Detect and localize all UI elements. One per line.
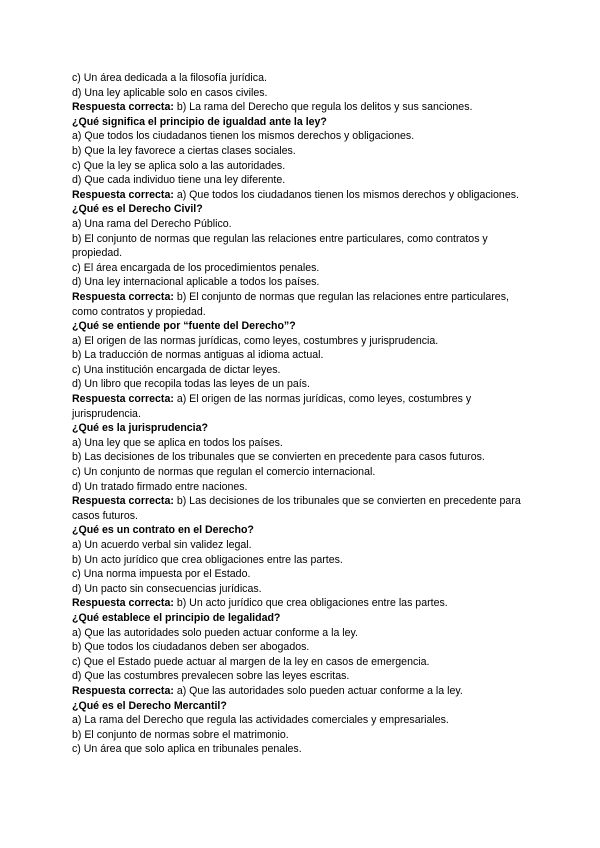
- option-line: d) Que cada individuo tiene una ley diferente.: [72, 174, 286, 187]
- answer-text: a) El origen de las normas jurídicas, como leyes, costumbres y jurisprudencia.: [72, 393, 472, 420]
- question-heading: ¿Qué se entiende por “fuente del Derecho”?: [72, 320, 296, 333]
- option-line: a) El origen de las normas jurídicas, como leyes, costumbres y jurisprudencia.: [72, 334, 439, 347]
- option-line: d) Un tratado firmado entre naciones.: [72, 480, 248, 493]
- option-line: b) Que la ley favorece a ciertas clases sociales.: [72, 144, 296, 157]
- option-line: c) Un área dedicada a la filosofía jurídica.: [72, 72, 267, 84]
- option-line: a) Una rama del Derecho Público.: [72, 217, 232, 230]
- option-line: a) Un acuerdo verbal sin validez legal.: [72, 539, 252, 551]
- option-line: b) Las decisiones de los tribunales que se convierten en precedente para casos futuros.: [72, 451, 485, 464]
- option-line: b) El conjunto de normas sobre el matrimonio.: [72, 728, 289, 741]
- answer-label: Respuesta correcta:: [72, 188, 174, 201]
- answer-label: Respuesta correcta:: [72, 393, 174, 406]
- question-heading: ¿Qué es el Derecho Civil?: [72, 203, 203, 216]
- answer-text: a) Que las autoridades solo pueden actuar conforme a la ley.: [173, 684, 463, 697]
- answer-label: Respuesta correcta:: [72, 101, 174, 114]
- answer-line: [72, 290, 532, 319]
- option-line: d) Un libro que recopila todas las leyes de un país.: [72, 378, 310, 391]
- answer-text: b) Un acto jurídico que crea obligaciones entre las partes.: [173, 597, 448, 610]
- option-line: b) La traducción de normas antiguas al idioma actual.: [72, 349, 324, 362]
- answer-label: Respuesta correcta:: [72, 684, 174, 697]
- question-heading: ¿Qué significa el principio de igualdad ante la ley?: [72, 115, 327, 128]
- option-line: d) Un pacto sin consecuencias jurídicas.: [72, 582, 262, 595]
- question-heading: ¿Qué es el Derecho Mercantil?: [72, 699, 227, 712]
- document-page: [72, 71, 532, 757]
- answer-line: [72, 100, 532, 115]
- option-line: c) Un área que solo aplica en tribunales penales.: [72, 743, 302, 756]
- answer-line: [72, 188, 532, 203]
- answer-line: [72, 684, 532, 699]
- option-line: b) Que todos los ciudadanos deben ser abogados.: [72, 641, 310, 654]
- option-line: a) Una ley que se aplica en todos los países.: [72, 436, 283, 449]
- answer-text: b) Las decisiones de los tribunales que se convierten en precedente para casos futuros.: [72, 495, 521, 522]
- option-line: a) La rama del Derecho que regula las actividades comerciales y empresariales.: [72, 714, 449, 727]
- question-heading: ¿Qué es un contrato en el Derecho?: [72, 524, 254, 537]
- option-line: d) Una ley aplicable solo en casos civiles.: [72, 86, 268, 99]
- answer-text: a) Que todos los ciudadanos tienen los mismos derechos y obligaciones.: [173, 188, 519, 201]
- answer-text: b) La rama del Derecho que regula los delitos y sus sanciones.: [173, 101, 473, 114]
- answer-label: Respuesta correcta:: [72, 495, 174, 508]
- option-line: c) El área encargada de los procedimientos penales.: [72, 261, 320, 274]
- option-line: d) Que las costumbres prevalecen sobre las leyes escritas.: [72, 670, 350, 683]
- option-line: b) Un acto jurídico que crea obligaciones entre las partes.: [72, 553, 343, 566]
- option-line: a) Que todos los ciudadanos tienen los mismos derechos y obligaciones.: [72, 130, 415, 143]
- option-line: c) Una institución encargada de dictar leyes.: [72, 363, 281, 376]
- option-line: c) Que el Estado puede actuar al margen de la ley en casos de emergencia.: [72, 655, 430, 668]
- question-heading: ¿Qué establece el principio de legalidad?: [72, 611, 281, 624]
- option-line: c) Una norma impuesta por el Estado.: [72, 568, 251, 581]
- answer-line: [72, 596, 532, 611]
- answer-label: Respuesta correcta:: [72, 290, 174, 303]
- answer-label: Respuesta correcta:: [72, 597, 174, 610]
- answer-line: [72, 494, 532, 523]
- question-heading: ¿Qué es la jurisprudencia?: [72, 422, 208, 435]
- option-line: d) Una ley internacional aplicable a todos los países.: [72, 276, 320, 289]
- answer-text: b) El conjunto de normas que regulan las relaciones entre particulares, como contratos y propiedad.: [72, 290, 509, 318]
- option-line: c) Que la ley se aplica solo a las autoridades.: [72, 159, 286, 172]
- answer-line: [72, 392, 532, 421]
- option-line: b) El conjunto de normas que regulan las relaciones entre particulares, como contratos y propiedad.: [72, 232, 488, 260]
- option-line: a) Que las autoridades solo pueden actuar conforme a la ley.: [72, 626, 359, 639]
- option-line: c) Un conjunto de normas que regulan el comercio internacional.: [72, 466, 376, 479]
